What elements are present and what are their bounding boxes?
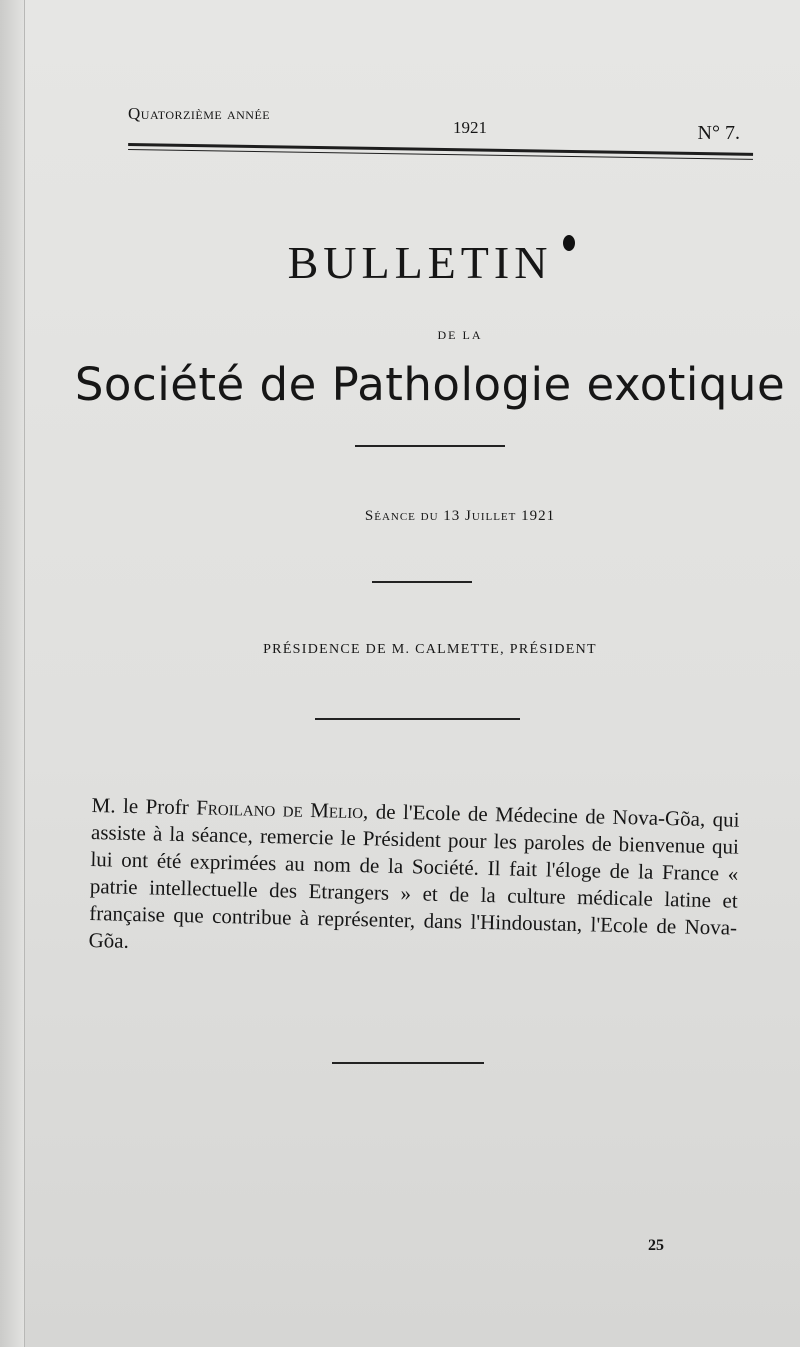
session-divider — [372, 581, 472, 583]
closing-divider — [332, 1062, 484, 1064]
running-header — [128, 100, 740, 144]
presidency-line: PRÉSIDENCE DE M. CALMETTE, PRÉSIDENT — [263, 642, 597, 657]
publication-year: 1921 — [453, 118, 487, 137]
ink-dot — [563, 235, 575, 251]
bulletin-title: BULLETIN — [287, 237, 553, 288]
session-paragraph — [88, 792, 740, 969]
journal-title: Société de Pathologie exotique — [74, 358, 786, 411]
presidency-divider — [315, 718, 520, 720]
page-number: 25 — [648, 1237, 664, 1254]
paragraph-body: , de l'Ecole de Médecine de Nova-Gõa, qui assiste à la séance, remercie le Président pour les paroles de bienvenue qui lui ont été exprimées au nom de la Société. Il fait l'éloge de la France « patrie intellectuelle des Etrangers » et de la culture médicale latine et française que contribue à représenter, dans l'Hindoustan, l'Ecole de Nova-Gõa. — [88, 799, 740, 953]
header-double-rule — [128, 143, 753, 173]
volume-year-label: Quatorzième année — [128, 104, 271, 123]
session-date: Séance du 13 Juillet 1921 — [364, 508, 556, 524]
page-edge-shadow — [0, 0, 25, 1347]
title-divider — [355, 445, 505, 447]
de-la-label: DE LA — [437, 328, 483, 342]
issue-number: N° 7. — [697, 122, 740, 144]
speaker-name: Froilano de Melio — [195, 795, 364, 824]
paragraph-opening: M. le Profr — [91, 792, 197, 820]
